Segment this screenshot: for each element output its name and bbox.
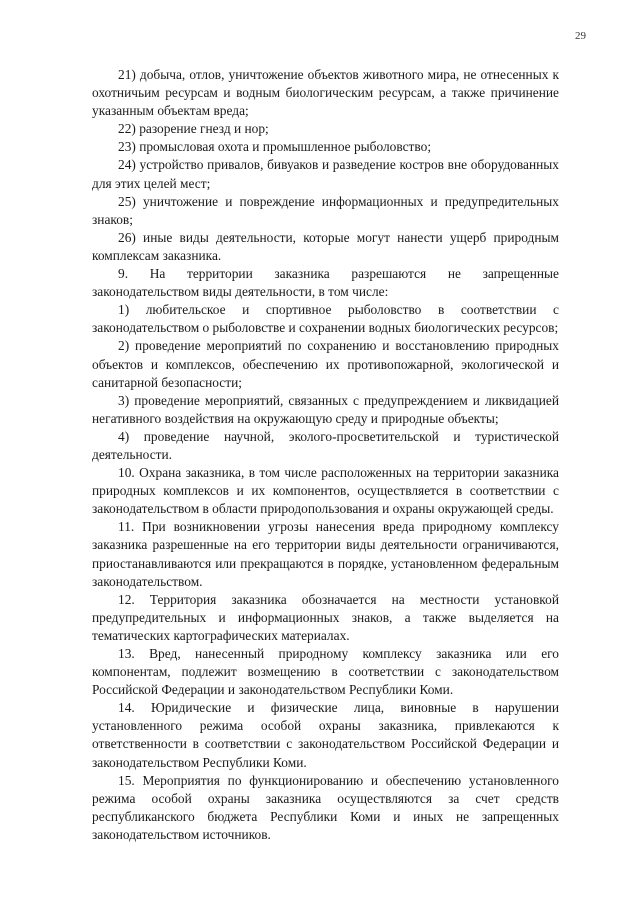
paragraph-item-25: 25) уничтожение и повреждение информационных и предупредительных знаков; xyxy=(92,193,559,227)
paragraph-section-9: 9. На территории заказника разрешаются не запрещенные законодательством виды деятельности, в том числе: xyxy=(92,266,559,300)
paragraph-section-12: 12. Территория заказника обозначается на местности установкой предупредительных и информационных знаков, а также выделяется на тематических картографических материалах. xyxy=(92,591,559,643)
paragraph-section-9-item-2: 2) проведение мероприятий по сохранению и восстановлению природных объектов и комплексов, обеспечению их противопожарной, экологической и санитарной безопасности; xyxy=(92,338,559,390)
paragraph-item-24: 24) устройство привалов, бивуаков и разведение костров вне оборудованных для этих целей мест; xyxy=(92,157,559,191)
paragraph-section-9-item-4: 4) проведение научной, эколого-просветительской и туристической деятельности. xyxy=(92,428,559,462)
paragraph-item-26: 26) иные виды деятельности, которые могут нанести ущерб природным комплексам заказника. xyxy=(92,229,559,263)
paragraph-section-9-item-3: 3) проведение мероприятий, связанных с предупреждением и ликвидацией негативного воздействия на окружающую среду и природные объекты; xyxy=(92,392,559,426)
page-number: 29 xyxy=(575,30,586,42)
paragraph-item-23: 23) промысловая охота и промышленное рыболовство; xyxy=(118,139,432,155)
paragraph-section-10: 10. Охрана заказника, в том числе расположенных на территории заказника природных комплексов и их компонентов, осуществляется в соответствии с законодательством в области природопользования и охраны окружающей среды. xyxy=(92,465,559,517)
paragraph-section-13: 13. Вред, нанесенный природному комплексу заказника или его компонентам, подлежит возмещению в соответствии с законодательством Российской Федерации и законодательством Республики Коми. xyxy=(92,646,559,698)
paragraph-section-11: 11. При возникновении угрозы нанесения вреда природному комплексу заказника разрешенные на его территории виды деятельности ограничиваются, приостанавливаются или прекращаются в порядке, установленном федеральным законодательством. xyxy=(92,519,559,589)
paragraph-section-15: 15. Мероприятия по функционированию и обеспечению установленного режима особой охраны заказника осуществляются за счет средств республиканского бюджета Республики Коми и иных не запрещенных законодательством источников. xyxy=(92,772,559,842)
document-body xyxy=(92,66,559,844)
paragraph-item-22: 22) разорение гнезд и нор; xyxy=(118,121,269,137)
paragraph-section-14: 14. Юридические и физические лица, виновные в нарушении установленного режима особой охраны заказника, привлекаются к ответственности в соответствии с законодательством Российской Федерации и законодательством Республики Коми. xyxy=(92,700,559,770)
paragraph-section-9-item-1: 1) любительское и спортивное рыболовство в соответствии с законодательством о рыболовстве и сохранении водных биологических ресурсов; xyxy=(92,302,559,336)
paragraph-item-21: 21) добыча, отлов, уничтожение объектов животного мира, не отнесенных к охотничьим ресурсам и водным биологическим ресурсам, а также причинение указанным объектам вреда; xyxy=(92,67,559,119)
